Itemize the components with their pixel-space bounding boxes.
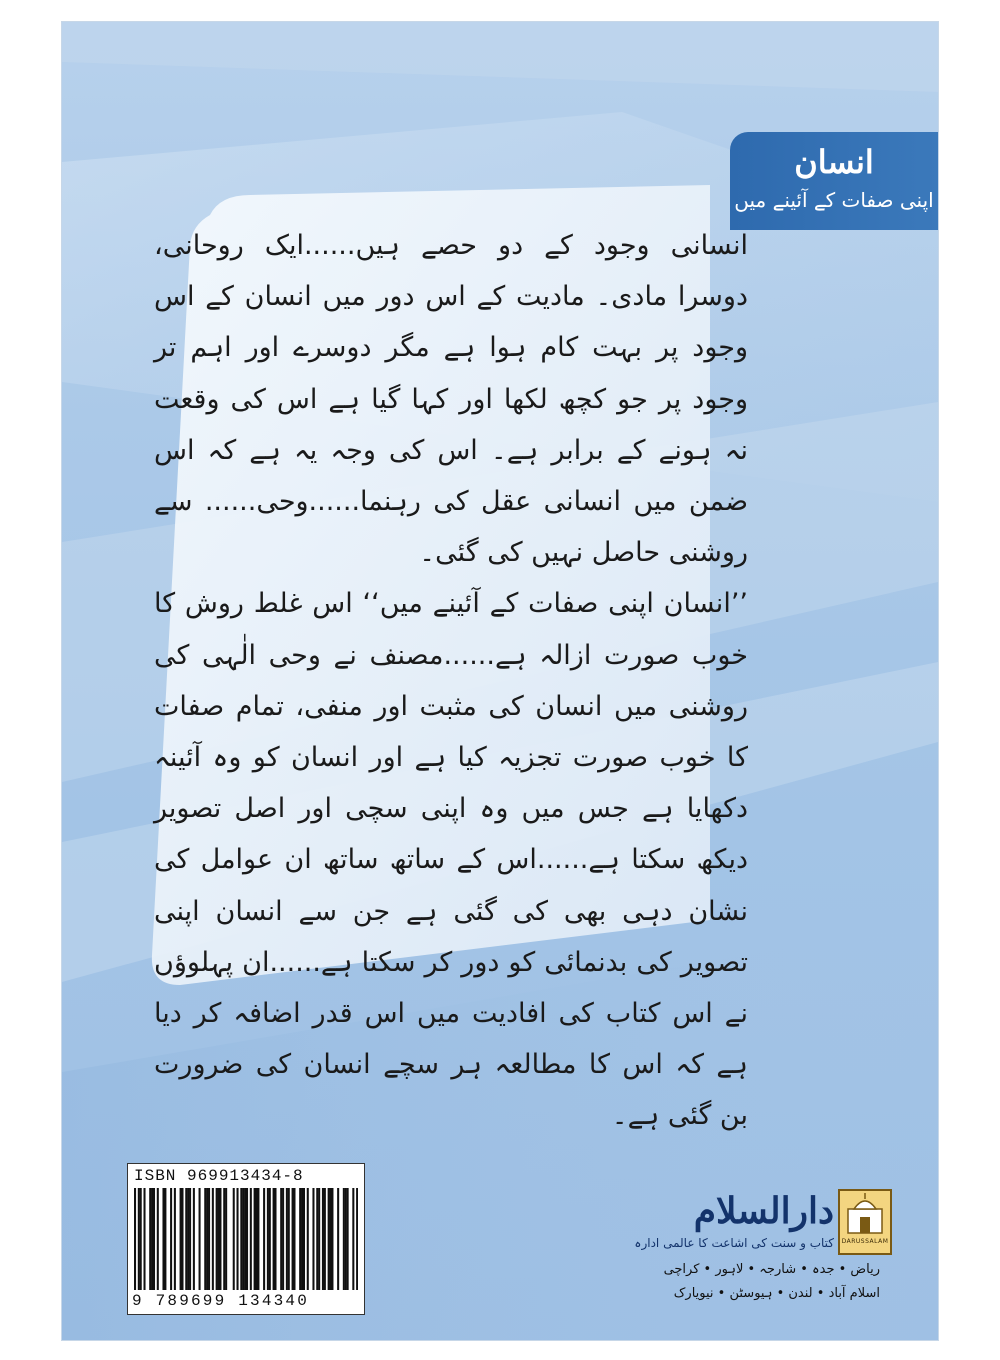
barcode-bar: [269, 1188, 271, 1290]
barcode-bar: [273, 1188, 275, 1290]
barcode-bar: [347, 1188, 349, 1290]
barcode-bar: [282, 1188, 284, 1290]
barcode-bar: [263, 1188, 265, 1290]
barcode-bar: [218, 1188, 220, 1290]
barcode-bar: [324, 1188, 326, 1290]
publisher-tagline: کتاب و سنت کی اشاعت کا عالمی ادارہ: [634, 1236, 834, 1250]
barcode-bar: [330, 1188, 332, 1290]
barcode-bar: [307, 1188, 309, 1290]
barcode-bar: [267, 1188, 269, 1290]
barcode-bar: [343, 1188, 345, 1290]
mosque-icon: [840, 1191, 890, 1237]
barcode-bar: [170, 1188, 172, 1290]
barcode-bar: [199, 1188, 201, 1290]
barcode-bar: [345, 1188, 347, 1290]
title-ribbon: [730, 132, 938, 230]
barcode-bar: [331, 1188, 333, 1290]
barcode-bar: [352, 1188, 354, 1290]
publisher-cities-line-1: ریاض • جدہ • شارجہ • لاہور • کراچی: [663, 1262, 880, 1277]
barcode-bar: [180, 1188, 182, 1290]
barcode-bar: [242, 1188, 244, 1290]
publisher-block: [634, 1183, 892, 1313]
barcode-bar: [301, 1188, 303, 1290]
barcode-bar: [303, 1188, 305, 1290]
barcode-bar: [257, 1188, 259, 1290]
book-title: انسان: [794, 143, 874, 181]
barcode-bar: [240, 1188, 242, 1290]
barcode-bar: [208, 1188, 210, 1290]
barcode-bar: [157, 1188, 159, 1290]
barcode-bar: [254, 1188, 256, 1290]
barcode-bar: [233, 1188, 235, 1290]
barcode-bar: [149, 1188, 151, 1290]
barcode-bar: [356, 1188, 358, 1290]
barcode-bar: [337, 1188, 339, 1290]
barcode-bar: [292, 1188, 294, 1290]
barcode-bar: [299, 1188, 301, 1290]
isbn-label: ISBN 969913434-8: [134, 1167, 304, 1185]
barcode-bar: [193, 1188, 195, 1290]
barcode-bar: [328, 1188, 330, 1290]
barcode-bar: [322, 1188, 324, 1290]
barcode-bar: [219, 1188, 221, 1290]
barcode-bar: [293, 1188, 295, 1290]
barcode-bar: [189, 1188, 191, 1290]
barcode-digits: 9 789699 134340: [132, 1292, 310, 1310]
barcode-bar: [138, 1188, 140, 1290]
barcode-bar: [206, 1188, 208, 1290]
barcode-bar: [318, 1188, 320, 1290]
barcode-bar: [174, 1188, 176, 1290]
blurb-text: [154, 220, 748, 1142]
barcode-bar: [212, 1188, 214, 1290]
barcode-bar: [187, 1188, 189, 1290]
barcode-bar: [312, 1188, 314, 1290]
barcode-bar: [143, 1188, 145, 1290]
blurb-paragraph-2: ’’انسان اپنی صفات کے آئینے میں‘‘ اس غلط روش کا خوب صورت ازالہ ہے......مصنف نے وحی الٰہی کی روشنی میں انسان کی مثبت اور منفی، تمام صفات کا خوب صورت تجزیہ کیا ہے اور انسان کو وہ آئینہ دکھایا ہے جس میں وہ اپنی سچی اور اصل تصویر دیکھ سکتا ہے......اس کے ساتھ ساتھ ان عوامل کی نشان دہی بھی کی گئی ہے جن سے انسان اپنی تصویر کی بدنمائی کو دور کر سکتا ہے......ان پہلوؤں نے اس کتاب کی افادیت میں اس قدر اضافہ کر دیا ہے کہ اس کا مطالعہ ہر سچے انسان کی ضرورت بن گئی ہے۔: [154, 588, 748, 1132]
barcode-bar: [237, 1188, 239, 1290]
barcode-bar: [134, 1188, 136, 1290]
barcode-bar: [255, 1188, 257, 1290]
barcode-bar: [288, 1188, 290, 1290]
barcode-bar: [151, 1188, 153, 1290]
barcode-bar: [164, 1188, 166, 1290]
publisher-name: دارالسلام: [693, 1190, 834, 1232]
barcode-bar: [153, 1188, 155, 1290]
isbn-barcode: [127, 1163, 365, 1315]
blurb-paragraph-1: انسانی وجود کے دو حصے ہیں......ایک روحانی، دوسرا مادی۔ مادیت کے اس دور میں انسان کے اس وجود پر بہت کام ہوا ہے مگر دوسرے اور اہم تر وجود پر جو کچھ لکھا اور کہا گیا ہے اس کی وقعت نہ ہونے کے برابر ہے۔ اس کی وجہ یہ ہے کہ اس ضمن میں انسانی عقل کی رہنما......وحی...... سے روشنی حاصل نہیں کی گئی۔: [154, 230, 748, 569]
barcode-bar: [204, 1188, 206, 1290]
barcode-bar: [223, 1188, 225, 1290]
barcode-bar: [280, 1188, 282, 1290]
barcode-bar: [246, 1188, 248, 1290]
barcode-bar: [181, 1188, 183, 1290]
book-subtitle: اپنی صفات کے آئینے میں: [734, 188, 934, 212]
barcode-bar: [140, 1188, 142, 1290]
barcode-bar: [286, 1188, 288, 1290]
barcode-bar: [162, 1188, 164, 1290]
barcode-bar: [225, 1188, 227, 1290]
barcode-bar: [244, 1188, 246, 1290]
publisher-cities-line-2: اسلام آباد • لندن • ہیوسٹن • نیویارک: [673, 1286, 880, 1301]
barcode-bar: [250, 1188, 252, 1290]
barcode-bar: [274, 1188, 276, 1290]
publisher-logo-label: DARUSSALAM: [841, 1238, 889, 1245]
barcode-bar: [316, 1188, 318, 1290]
barcode-bars: [134, 1188, 358, 1290]
publisher-logo: [838, 1189, 892, 1255]
barcode-bar: [185, 1188, 187, 1290]
barcode-bar: [216, 1188, 218, 1290]
